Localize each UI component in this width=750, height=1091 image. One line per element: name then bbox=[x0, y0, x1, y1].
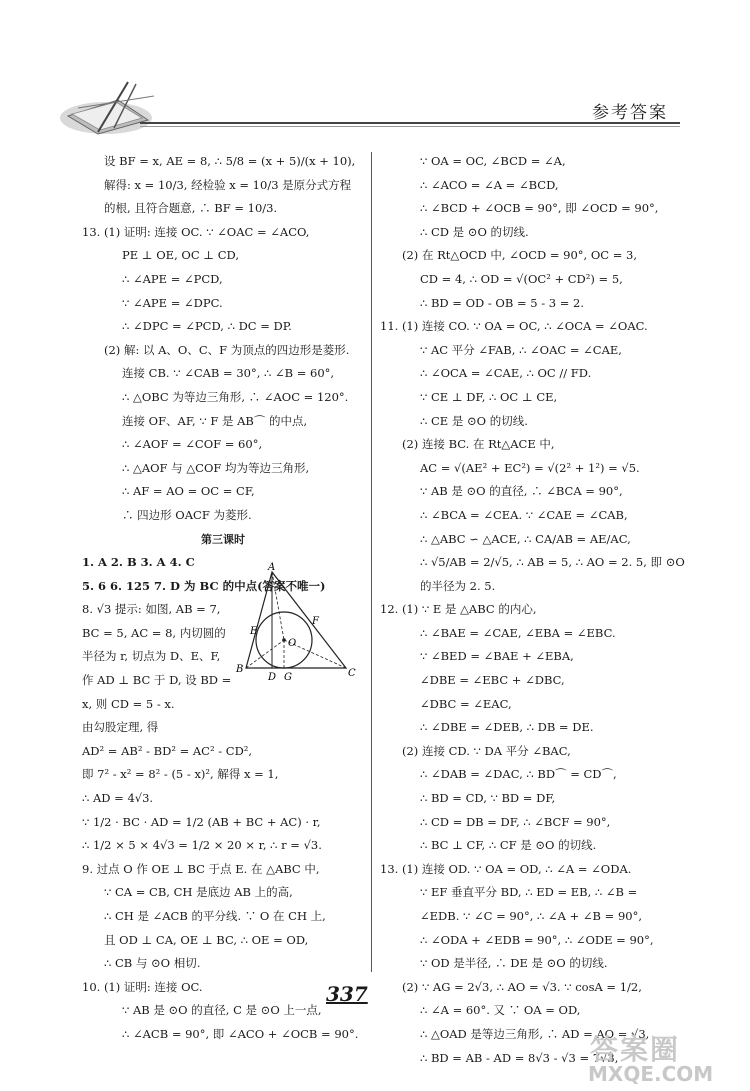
text-line: ∠EDB. ∵ ∠C = 90°, ∴ ∠A + ∠B = 90°, bbox=[420, 909, 642, 923]
text-line: ∴ CH 是 ∠ACB 的平分线. ∵ O 在 CH 上, bbox=[104, 909, 326, 923]
text-line: ∴ ∠BAE = ∠CAE, ∠EBA = ∠EBC. bbox=[420, 625, 616, 640]
page-number: 337 bbox=[326, 982, 368, 1006]
text-line: 连接 CB. ∵ ∠CAB = 30°, ∴ ∠B = 60°, bbox=[122, 366, 335, 381]
text-line: ∴ ∠BCD + ∠OCB = 90°, 即 ∠OCD = 90°, bbox=[420, 201, 659, 216]
watermark-url: MXQE.COM bbox=[588, 1062, 714, 1086]
text-line: ∴ △OAD 是等边三角形, ∴ AD = AO = √3, bbox=[420, 1026, 650, 1041]
text-line: AC = √(AE² + EC²) = √(2² + 1²) = √5. bbox=[420, 460, 640, 475]
text-line: ∴ ∠ODA + ∠EDB = 90°, ∴ ∠ODE = 90°, bbox=[420, 932, 654, 947]
text-line: ∴ BD = AB - AD = 8√3 - √3 = 7√3, bbox=[420, 1050, 619, 1065]
text-line: (2) 解: 以 A、O、C、F 为顶点的四边形是菱形. bbox=[104, 342, 350, 357]
text-line: ∵ OD 是半径, ∴ DE 是 ⊙O 的切线. bbox=[420, 956, 608, 971]
text-line: 1. A 2. B 3. A 4. C bbox=[82, 555, 195, 570]
text-line: ∵ AC 平分 ∠FAB, ∴ ∠OAC = ∠CAE, bbox=[420, 342, 622, 357]
text-line: 13. (1) 证明: 连接 OC. ∵ ∠OAC = ∠ACO, bbox=[82, 224, 310, 239]
text-line: ∴ ∠OCA = ∠CAE, ∴ OC // FD. bbox=[420, 366, 592, 381]
text-line: ∵ ∠APE = ∠DPC. bbox=[122, 295, 223, 310]
text-line: 第三课时 bbox=[201, 532, 245, 546]
text-line: 即 7² - x² = 8² - (5 - x)², 解得 x = 1, bbox=[82, 767, 279, 782]
text-line: ∴ ∠ACO = ∠A = ∠BCD, bbox=[420, 177, 559, 192]
text-line: ∴ BD = CD, ∵ BD = DF, bbox=[420, 791, 556, 806]
text-line: ∴ △ABC ∽ △ACE, ∴ CA/AB = AE/AC, bbox=[420, 531, 631, 546]
text-line: ∵ EF 垂直平分 BD, ∴ ED = EB, ∴ ∠B = bbox=[420, 885, 638, 900]
text-line: (2) 连接 BC. 在 Rt△ACE 中, bbox=[402, 437, 555, 452]
text-line: ∴ √5/AB = 2/√5, ∴ AB = 5, ∴ AO = 2. 5, 即 ⊙O bbox=[420, 555, 685, 570]
column-divider bbox=[371, 152, 372, 972]
text-line: 12. (1) ∵ E 是 △ABC 的内心, bbox=[380, 602, 537, 617]
text-line: 设 BF = x, AE = 8, ∴ 5/8 = (x + 5)/(x + 10), bbox=[104, 154, 356, 168]
text-line: ∴ BD = OD - OB = 5 - 3 = 2. bbox=[420, 295, 585, 310]
text-line: ∴ △AOF 与 △COF 均为等边三角形, bbox=[122, 460, 310, 475]
text-line: ∵ CE ⊥ DF, ∴ OC ⊥ CE, bbox=[420, 389, 558, 404]
text-line: PE ⊥ OE, OC ⊥ CD, bbox=[122, 248, 240, 263]
text-line: 的根, 且符合题意, ∴ BF = 10/3. bbox=[104, 201, 278, 216]
header-rule-thin bbox=[140, 126, 680, 127]
header-logo-icon bbox=[58, 78, 168, 138]
text-line: ∴ 1/2 × 5 × 4√3 = 1/2 × 20 × r, ∴ r = √3. bbox=[82, 838, 322, 853]
label-g: G bbox=[284, 672, 292, 683]
text-line: ∴ ∠AOF = ∠COF = 60°, bbox=[122, 437, 263, 452]
text-line: 10. (1) 证明: 连接 OC. bbox=[82, 979, 203, 994]
text-line: CD = 4, ∴ OD = √(OC² + CD²) = 5, bbox=[420, 271, 623, 286]
label-e: E bbox=[250, 626, 258, 637]
text-line: ∴ ∠ACB = 90°, 即 ∠ACO + ∠OCB = 90°. bbox=[122, 1026, 359, 1041]
text-line: 8. √3 提示: 如图, AB = 7, bbox=[82, 602, 221, 617]
label-a: A bbox=[268, 562, 276, 573]
label-d: D bbox=[268, 672, 277, 683]
text-line: 9. 过点 O 作 OE ⊥ BC 于点 E. 在 △ABC 中, bbox=[82, 861, 320, 876]
label-o: O bbox=[288, 638, 297, 649]
text-line: ∴ AD = 4√3. bbox=[82, 791, 154, 806]
text-line: (2) 在 Rt△OCD 中, ∠OCD = 90°, OC = 3, bbox=[402, 248, 638, 263]
text-line: ∵ AB 是 ⊙O 的直径, C 是 ⊙O 上一点, bbox=[122, 1003, 322, 1018]
text-line: 且 OD ⊥ CA, OE ⊥ BC, ∴ OE = OD, bbox=[104, 932, 309, 947]
text-line: ∴ CE 是 ⊙O 的切线. bbox=[420, 413, 528, 428]
text-line: ∴ ∠BCA = ∠CEA. ∵ ∠CAE = ∠CAB, bbox=[420, 507, 628, 522]
right-column bbox=[380, 150, 685, 1070]
text-line: BC = 5, AC = 8, 内切圆的 bbox=[82, 625, 226, 640]
text-line: 连接 OF、AF, ∵ F 是 AB⌒ 的中点, bbox=[122, 413, 308, 428]
text-line: ∴ CB 与 ⊙O 相切. bbox=[104, 956, 201, 971]
text-line: ∴ ∠DBE = ∠DEB, ∴ DB = DE. bbox=[420, 720, 594, 735]
text-line: ∠DBE = ∠EBC + ∠DBC, bbox=[420, 673, 565, 688]
text-line: 作 AD ⊥ BC 于 D, 设 BD = bbox=[82, 673, 232, 688]
text-line: ∴ ∠DAB = ∠DAC, ∴ BD⌒ = CD⌒, bbox=[420, 767, 617, 782]
text-line: ∴ ∠DPC = ∠PCD, ∴ DC = DP. bbox=[122, 319, 292, 334]
text-line: ∵ CA = CB, CH 是底边 AB 上的高, bbox=[104, 885, 293, 900]
text-line: ∴ CD 是 ⊙O 的切线. bbox=[420, 224, 529, 239]
text-line: 半径为 r, 切点为 D、E、F, bbox=[82, 649, 221, 664]
text-line: ∴ BC ⊥ CF, ∴ CF 是 ⊙O 的切线. bbox=[420, 838, 597, 853]
watermark: 答案圈 bbox=[590, 1033, 681, 1066]
text-line: ∴ CD = DB = DF, ∴ ∠BCF = 90°, bbox=[420, 814, 611, 829]
text-line: ∴ AF = AO = OC = CF, bbox=[122, 484, 255, 499]
text-line: ∵ 1/2 · BC · AD = 1/2 (AB + BC + AC) · r, bbox=[82, 814, 321, 829]
text-line: ∴ ∠APE = ∠PCD, bbox=[122, 271, 223, 286]
header-title: 参考答案 bbox=[592, 103, 668, 123]
label-b: B bbox=[236, 664, 244, 675]
text-line: AD² = AB² - BD² = AC² - CD², bbox=[82, 743, 253, 758]
text-line: 5. 6 6. 125 7. D 为 BC 的中点(答案不唯一) bbox=[82, 578, 326, 593]
text-line: 解得: x = 10/3, 经检验 x = 10/3 是原分式方程 bbox=[104, 177, 352, 192]
label-c: C bbox=[348, 668, 356, 679]
text-line: ∵ ∠BED = ∠BAE + ∠EBA, bbox=[420, 649, 574, 664]
text-line: (2) 连接 CD. ∵ DA 平分 ∠BAC, bbox=[402, 743, 571, 758]
text-line: 的半径为 2. 5. bbox=[420, 578, 496, 593]
text-line: ∵ AB 是 ⊙O 的直径, ∴ ∠BCA = 90°, bbox=[420, 484, 623, 499]
text-line: 11. (1) 连接 CO. ∵ OA = OC, ∴ ∠OCA = ∠OAC. bbox=[380, 319, 648, 334]
text-line: 由勾股定理, 得 bbox=[82, 720, 159, 735]
text-line: (2) ∵ AG = 2√3, ∴ AO = √3. ∵ cosA = 1/2, bbox=[402, 979, 642, 994]
incircle-triangle-figure bbox=[232, 562, 358, 684]
triangle-abc bbox=[246, 572, 346, 668]
text-line: ∴ 四边形 OACF 为菱形. bbox=[122, 507, 252, 522]
text-line: ∵ OA = OC, ∠BCD = ∠A, bbox=[420, 154, 566, 168]
text-line: x, 则 CD = 5 - x. bbox=[82, 696, 175, 711]
text-line: 13. (1) 连接 OD. ∵ OA = OD, ∴ ∠A = ∠ODA. bbox=[380, 861, 632, 876]
text-line: ∴ △OBC 为等边三角形, ∴ ∠AOC = 120°. bbox=[122, 389, 349, 404]
label-f: F bbox=[312, 616, 319, 627]
text-line: ∴ ∠A = 60°. 又 ∵ OA = OD, bbox=[420, 1003, 581, 1018]
text-line: ∠DBC = ∠EAC, bbox=[420, 696, 512, 711]
